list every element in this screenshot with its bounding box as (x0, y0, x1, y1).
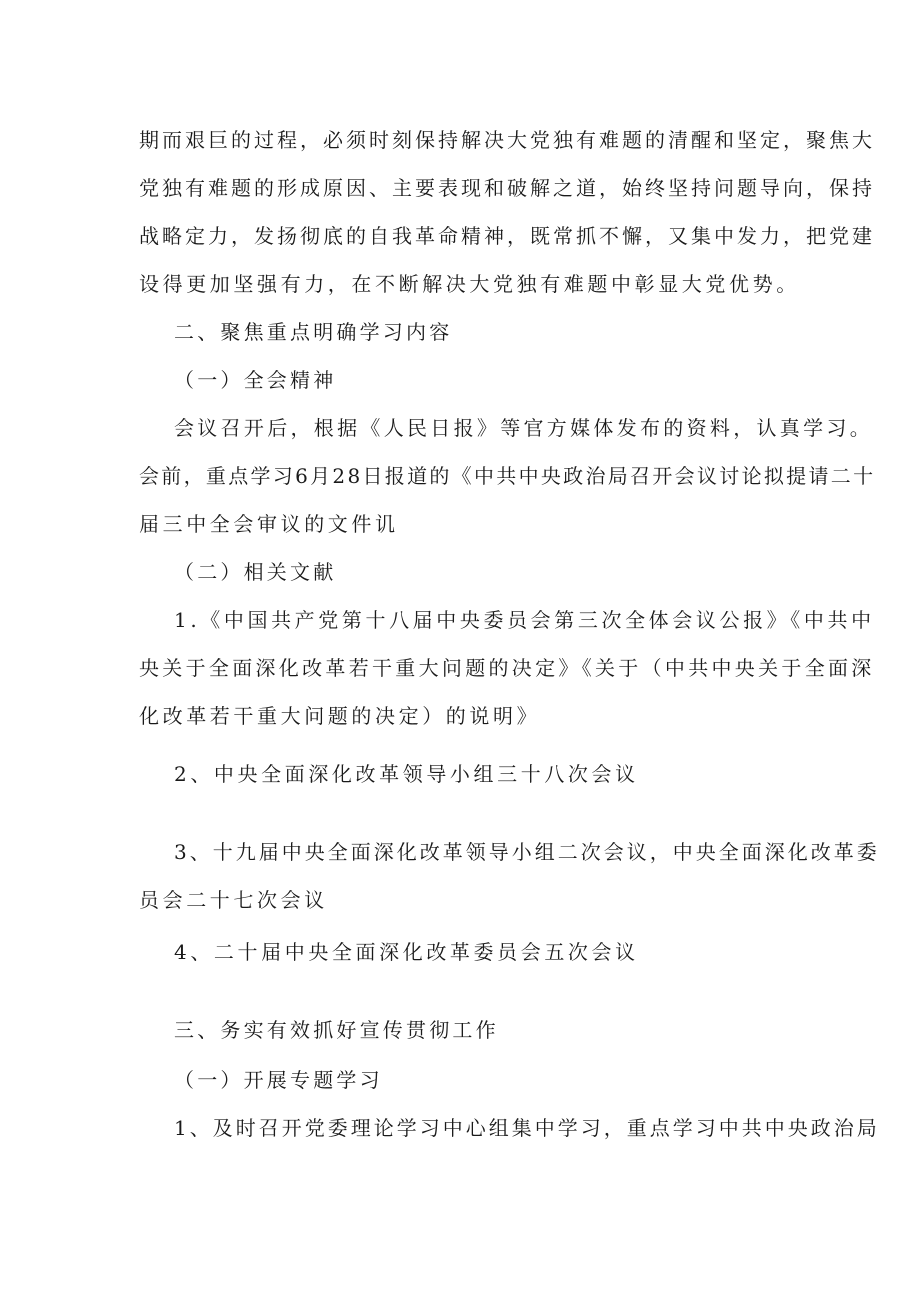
section-3-sub-1-title: （一）开展专题学习 (174, 1068, 383, 1092)
reference-item-4: 4、二十届中央全面深化改革委员会五次会议 (174, 940, 639, 964)
intro-line-3: 战略定力，发扬彻底的自我革命精神，既常抓不懈，又集中发力，把党建 (139, 224, 875, 248)
intro-line-2: 党独有难题的形成原因、主要表现和破解之道，始终坚持问题导向，保持 (139, 176, 875, 200)
reference-item-2: 2、中央全面深化改革领导小组三十八次会议 (174, 762, 639, 786)
section-2-sub-1-line-3: 届三中全会审议的文件讥 (139, 512, 399, 536)
section-3-sub-1-item-1: 1、及时召开党委理论学习中心组集中学习，重点学习中共中央政治局 (174, 1116, 880, 1140)
reference-item-3-line-2: 员会二十七次会议 (139, 888, 328, 912)
section-3-title: 三、务实有效抓好宣传贯彻工作 (174, 1018, 499, 1042)
reference-item-1-line-1: 1.《中国共产党第十八届中央委员会第三次全体会议公报》《中共中 (174, 608, 875, 632)
section-2-sub-1-line-2: 会前，重点学习6月28日报道的《中共中央政治局召开会议讨论拟提请二十 (139, 464, 876, 488)
intro-line-1: 期而艰巨的过程，必须时刻保持解决大党独有难题的清醒和坚定，聚焦大 (139, 128, 875, 152)
section-2-sub-2-title: （二）相关文献 (174, 560, 337, 584)
reference-item-3-line-1: 3、十九届中央全面深化改革领导小组二次会议，中央全面深化改革委 (174, 840, 880, 864)
reference-item-1-line-3: 化改革若干重大问题的决定）的说明》 (139, 704, 541, 728)
intro-line-4: 设得更加坚强有力，在不断解决大党独有难题中彰显大党优势。 (139, 272, 800, 296)
section-2-title: 二、聚焦重点明确学习内容 (174, 320, 453, 344)
section-2-sub-1-line-1: 会议召开后，根据《人民日报》等官方媒体发布的资料，认真学习。 (174, 416, 873, 440)
section-2-sub-1-title: （一）全会精神 (174, 368, 337, 392)
reference-item-1-line-2: 央关于全面深化改革若干重大问题的决定》《关于（中共中央关于全面深 (139, 656, 875, 680)
